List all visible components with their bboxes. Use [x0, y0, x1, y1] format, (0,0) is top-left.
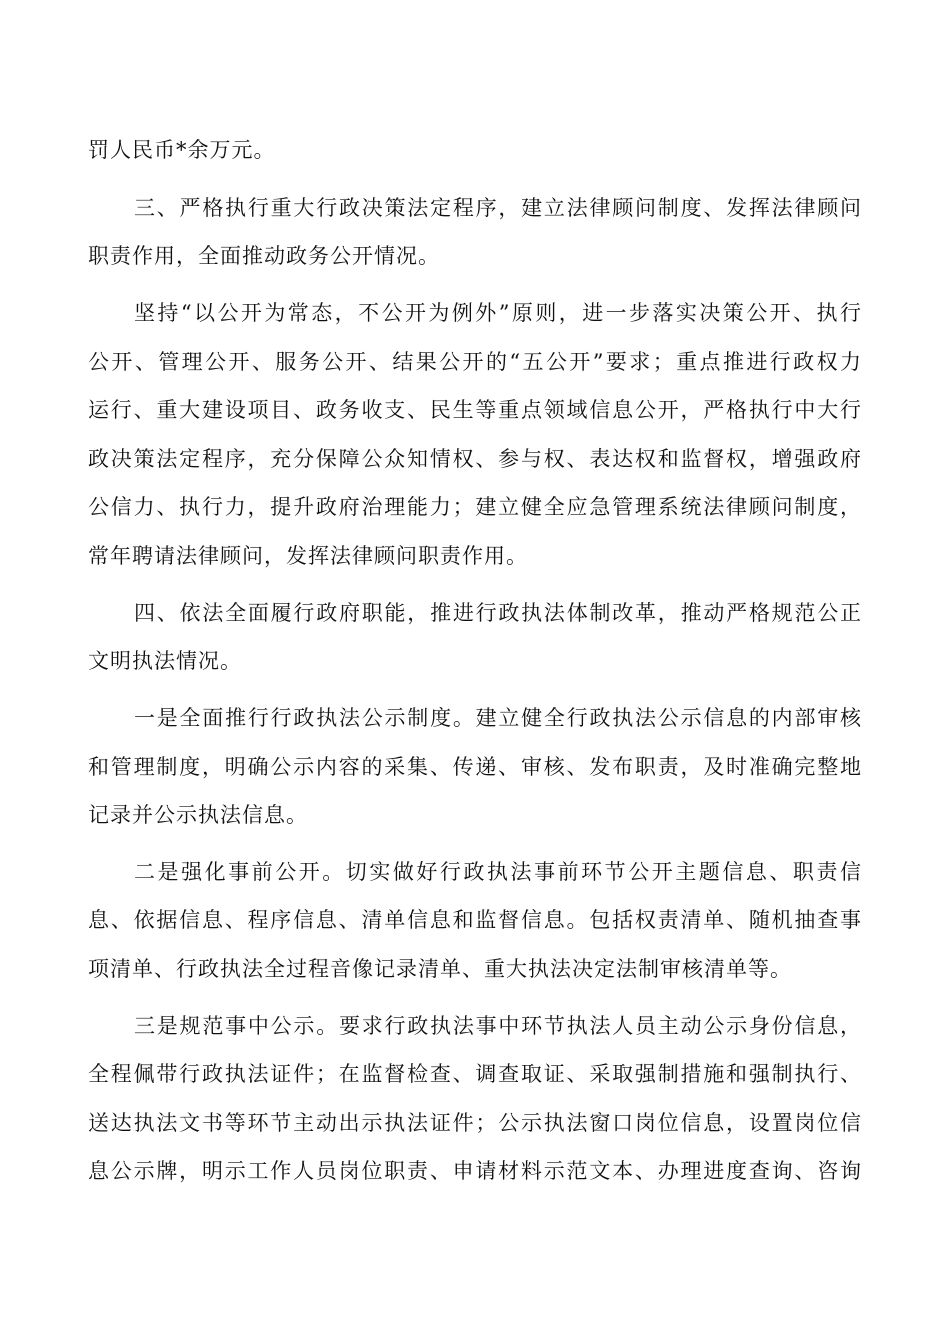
text-line: 二是强化事前公开。切实做好行政执法事前环节公开主题信息、职责信 [134, 860, 862, 884]
text-line: 息公示牌，明示工作人员岗位职责、申请材料示范文本、办理进度查询、咨询 [88, 1159, 862, 1183]
text-line: 和管理制度，明确公示内容的采集、传递、审核、发布职责，及时准确完整地 [88, 755, 862, 779]
text-line: 送达执法文书等环节主动出示执法证件；公示执法窗口岗位信息，设置岗位信 [88, 1111, 862, 1135]
text-line: 息、依据信息、程序信息、清单信息和监督信息。包括权责清单、随机抽查事 [88, 908, 862, 932]
text-line: 项清单、行政执法全过程音像记录清单、重大执法决定法制审核清单等。 [88, 957, 792, 981]
text-line: 公信力、执行力，提升政府治理能力；建立健全应急管理系统法律顾问制度， [88, 495, 862, 519]
section-heading-line: 职责作用，全面推动政务公开情况。 [88, 244, 440, 268]
text-line: 政决策法定程序，充分保障公众知情权、参与权、表达权和监督权，增强政府 [88, 447, 862, 471]
text-line: 三是规范事中公示。要求行政执法事中环节执法人员主动公示身份信息， [134, 1014, 862, 1038]
text-line: 运行、重大建设项目、政务收支、民生等重点领域信息公开，严格执行中大行 [88, 398, 862, 422]
text-line: 全程佩带行政执法证件；在监督检查、调查取证、采取强制措施和强制执行、 [88, 1062, 862, 1086]
text-line: 记录并公示执法信息。 [88, 803, 308, 827]
section-heading-line: 三、严格执行重大行政决策法定程序，建立法律顾问制度、发挥法律顾问 [134, 196, 862, 220]
text-line: 公开、管理公开、服务公开、结果公开的“五公开”要求；重点推进行政权力 [88, 350, 862, 374]
text-line: 常年聘请法律顾问，发挥法律顾问职责作用。 [88, 544, 528, 568]
text-line: 一是全面推行行政执法公示制度。建立健全行政执法公示信息的内部审核 [134, 706, 862, 730]
section-heading-line: 四、依法全面履行政府职能，推进行政执法体制改革，推动严格规范公正 [134, 601, 862, 625]
section-heading-line: 文明执法情况。 [88, 649, 242, 673]
text-line: 坚持“以公开为常态，不公开为例外”原则，进一步落实决策公开、执行 [134, 301, 862, 325]
text-line: 罚人民币*余万元。 [88, 138, 276, 162]
